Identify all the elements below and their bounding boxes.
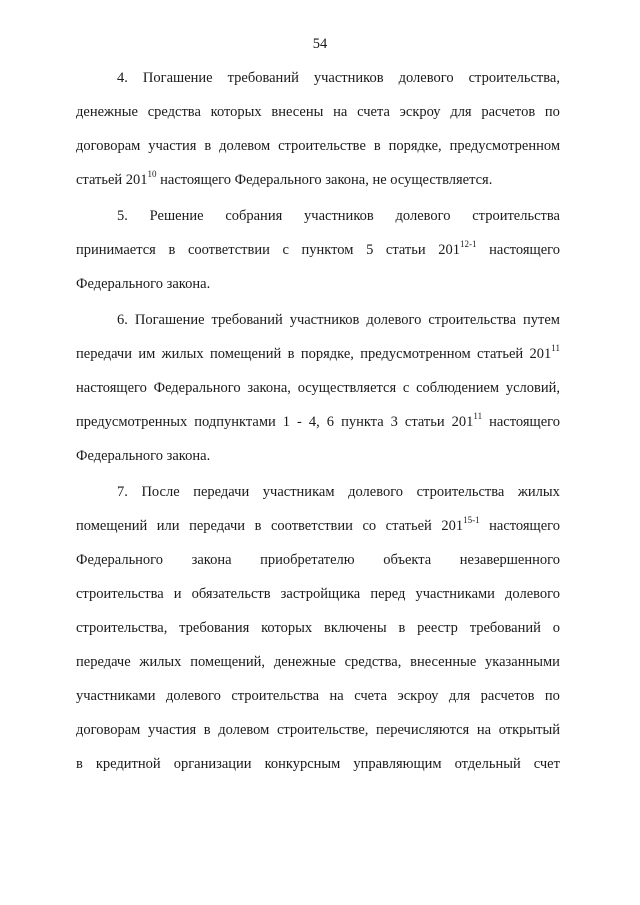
text-line xyxy=(76,337,560,371)
word: помещений xyxy=(76,518,148,534)
word: включены xyxy=(323,620,387,636)
word: денежные xyxy=(76,104,138,120)
word: статьей xyxy=(477,346,524,362)
word: строительства xyxy=(428,312,517,328)
word: долевого xyxy=(505,586,560,602)
word: 7. xyxy=(117,484,128,500)
word: о xyxy=(552,620,560,636)
word: 3 xyxy=(390,414,398,430)
word: 4. xyxy=(117,70,128,86)
word: Погашение xyxy=(142,70,213,86)
word: на xyxy=(329,688,344,704)
word: требований xyxy=(211,312,283,328)
word: денежные xyxy=(273,654,336,670)
word: помещений xyxy=(210,346,282,362)
word: по xyxy=(544,104,560,120)
word: принимается xyxy=(76,242,156,258)
word: строительстве xyxy=(278,138,366,154)
word: счет xyxy=(533,756,560,772)
word: передачи xyxy=(76,346,132,362)
word: перечисляются xyxy=(376,722,470,738)
text-line xyxy=(76,645,560,679)
word: Федерального xyxy=(153,380,241,396)
word: участникам xyxy=(262,484,335,500)
text-line xyxy=(76,129,560,163)
word: жилых xyxy=(517,484,560,500)
word: 5 xyxy=(366,242,374,258)
word: 4, xyxy=(308,414,320,430)
word: для xyxy=(450,104,472,120)
word: Федерального закона. xyxy=(76,276,211,292)
paragraph-7 xyxy=(76,475,560,781)
word: приобретателю xyxy=(260,552,355,568)
word: путем xyxy=(523,312,560,328)
word: объекта xyxy=(383,552,432,568)
word: статьей $201^{10}$ xyxy=(76,169,157,188)
word: с xyxy=(402,380,410,396)
word: которых xyxy=(261,620,313,636)
word: передачи xyxy=(189,518,246,534)
word: участниками xyxy=(415,586,495,602)
word: статьи xyxy=(385,242,426,258)
text-line xyxy=(76,509,560,543)
word: строительства xyxy=(231,688,320,704)
word: статьи xyxy=(404,414,445,430)
word: помещений, xyxy=(190,654,266,670)
word: отдельный xyxy=(454,756,521,772)
superscript-article-number: 10 xyxy=(147,169,157,179)
word: предусмотренных xyxy=(76,414,188,430)
word: пунктом xyxy=(301,242,354,258)
word: по xyxy=(544,688,560,704)
word: участия xyxy=(147,722,197,738)
word: обязательств xyxy=(191,586,271,602)
word: в xyxy=(204,138,212,154)
word: соответствии xyxy=(187,242,270,258)
word: долевом xyxy=(219,138,271,154)
word: порядке, xyxy=(388,138,442,154)
word: договорам xyxy=(76,138,141,154)
word: эскроу xyxy=(397,688,439,704)
word: осуществляется xyxy=(297,380,397,396)
word: 201$^{15-1}$ xyxy=(441,515,480,534)
paragraph-6 xyxy=(76,303,560,473)
word: средства, xyxy=(344,654,402,670)
word: долевого xyxy=(395,208,451,224)
word: со xyxy=(362,518,377,534)
superscript-article-number: 11 xyxy=(473,411,483,421)
word: строительстве, xyxy=(276,722,369,738)
word: долевого xyxy=(366,312,422,328)
word: перед xyxy=(370,586,406,602)
word: соответствии xyxy=(270,518,353,534)
word: в xyxy=(203,722,211,738)
word: открытый xyxy=(498,722,560,738)
word: подпунктами xyxy=(194,414,276,430)
text-line xyxy=(76,713,560,747)
word: в xyxy=(254,518,262,534)
superscript-article-number: 15-1 xyxy=(463,515,480,525)
text-line xyxy=(76,747,560,781)
text-line xyxy=(76,163,560,197)
word: или xyxy=(156,518,180,534)
word: расчетов xyxy=(480,688,535,704)
text-line xyxy=(76,199,560,233)
text-line xyxy=(76,439,560,473)
word: в xyxy=(168,242,176,258)
word: участников xyxy=(289,312,360,328)
word: закона, xyxy=(247,380,291,396)
word: кредитной xyxy=(95,756,161,772)
word: 6 xyxy=(326,414,335,430)
word: собрания xyxy=(225,208,283,224)
word: в xyxy=(76,756,83,772)
word: настоящего xyxy=(76,380,147,396)
word: на xyxy=(333,104,348,120)
word: в xyxy=(373,138,381,154)
word: долевого xyxy=(348,484,404,500)
text-line xyxy=(76,611,560,645)
text-line xyxy=(76,577,560,611)
word: эскроу xyxy=(399,104,441,120)
word: счета xyxy=(354,688,388,704)
word: 5. xyxy=(117,208,128,224)
word: с xyxy=(282,242,289,258)
word: договорам xyxy=(76,722,141,738)
word: строительства xyxy=(416,484,505,500)
word: требований xyxy=(227,70,299,86)
word: передаче xyxy=(76,654,131,670)
text-line xyxy=(76,95,560,129)
text-line xyxy=(76,303,560,337)
word: в xyxy=(287,346,295,362)
word: незавершенного xyxy=(459,552,560,568)
word: настоящего Федерального закона, не осуществляется. xyxy=(156,172,493,188)
superscript-article-number: 11 xyxy=(551,343,560,353)
text-line xyxy=(76,61,560,95)
word: организации xyxy=(173,756,252,772)
word: долевом xyxy=(218,722,270,738)
text-line xyxy=(76,679,560,713)
word: соблюдением xyxy=(416,380,500,396)
word: участия xyxy=(148,138,197,154)
word: счета xyxy=(357,104,390,120)
paragraph-4 xyxy=(76,61,560,197)
word: - xyxy=(297,414,302,430)
word: Решение xyxy=(149,208,204,224)
word: статьей xyxy=(385,518,432,534)
word: управляющим xyxy=(353,756,442,772)
word: строительства, xyxy=(76,620,168,636)
text-line xyxy=(76,475,560,509)
word: на xyxy=(476,722,492,738)
word: передачи xyxy=(193,484,250,500)
word: настоящего xyxy=(489,242,560,258)
word: 6. xyxy=(117,312,128,328)
word: Погашение xyxy=(134,312,205,328)
word: им xyxy=(138,346,156,362)
word: строительства, xyxy=(468,70,560,86)
word: Федерального xyxy=(76,552,164,568)
word: настоящего xyxy=(489,414,560,430)
word: Федерального закона. xyxy=(76,448,211,464)
word: расчетов xyxy=(481,104,536,120)
word: условий, xyxy=(505,380,560,396)
word: которых xyxy=(210,104,262,120)
word: для xyxy=(448,688,471,704)
word: участников xyxy=(304,208,374,224)
word: $201^{11}$ xyxy=(451,411,483,430)
word: жилых xyxy=(161,346,204,362)
text-line xyxy=(76,267,560,301)
word: строительства xyxy=(472,208,560,224)
word: участников xyxy=(313,70,384,86)
word: участниками xyxy=(76,688,156,704)
word: застройщика xyxy=(280,586,361,602)
word: указанными xyxy=(485,654,560,670)
word: реестр xyxy=(417,620,458,636)
word: пункта xyxy=(341,414,384,430)
text-line xyxy=(76,371,560,405)
word: предусмотренном xyxy=(449,138,560,154)
text-line xyxy=(76,405,560,439)
word: в xyxy=(398,620,406,636)
word: внесенные xyxy=(410,654,477,670)
word: конкурсным xyxy=(264,756,341,772)
word: требования xyxy=(179,620,250,636)
word: 1 xyxy=(282,414,291,430)
word: средства xyxy=(147,104,201,120)
word: внесены xyxy=(271,104,324,120)
word: $201^{11}$ xyxy=(529,343,560,362)
word: и xyxy=(173,586,182,602)
word: долевого xyxy=(398,70,454,86)
word: настоящего xyxy=(489,518,560,534)
text-line xyxy=(76,543,560,577)
word: долевого xyxy=(165,688,221,704)
page-number: 54 xyxy=(312,36,328,52)
superscript-article-number: 12-1 xyxy=(460,239,477,249)
word: 201$^{12-1}$ xyxy=(438,239,477,258)
word: После xyxy=(141,484,180,500)
word: закона xyxy=(191,552,232,568)
text-line xyxy=(76,233,560,267)
paragraph-5 xyxy=(76,199,560,301)
word: жилых xyxy=(139,654,182,670)
word: строительства xyxy=(76,586,164,602)
word: требований xyxy=(469,620,541,636)
word: предусмотренном xyxy=(360,346,471,362)
word: порядке, xyxy=(300,346,354,362)
